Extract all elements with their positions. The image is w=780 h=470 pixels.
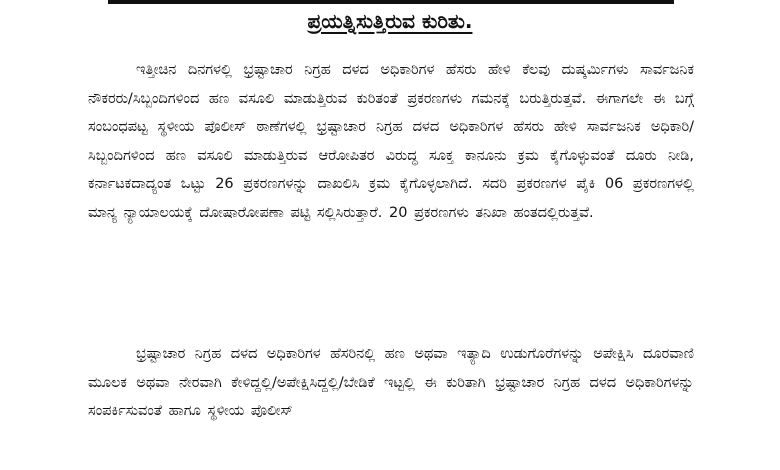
paragraph-1: ಇತ್ತೀಚಿನ ದಿನಗಳಲ್ಲಿ ಭ್ರಷ್ಟಾಚಾರ ನಿಗ್ರಹ ದಳದ ಅಧಿಕಾರಿಗಳ ಹೆಸರು ಹೇಳಿ ಕೆಲವು ದುಷ್ಕರ್ಮಿಗಳು ಸಾರ್ವಜನಿಕ ನೌಕರರು/ಸಿಬ್ಬಂದಿಗಳಿಂದ ಹಣ ವಸೂಲಿ ಮಾಡುತ್ತಿರುವ ಕುರಿತಂತೆ ಪ್ರಕರಣಗಳು ಗಮನಕ್ಕೆ ಬರುತ್ತಿರುತ್ತವೆ. ಈಗಾಗಲೇ ಈ ಬಗ್ಗೆ ಸಂಬಂಧಪಟ್ಟ ಸ್ಥಳೀಯ ಪೊಲೀಸ್ ಠಾಣೆಗಳಲ್ಲಿ ಭ್ರಷ್ಟಾಚಾರ ನಿಗ್ರಹ ದಳದ ಅಧಿಕಾರಿಗಳ ಹೆಸರು ಹೇಳಿ ಸಾರ್ವಜನಿಕ ಅಧಿಕಾರಿ/ಸಿಬ್ಬಂದಿಗಳಿಂದ ಹಣ ವಸೂಲಿ ಮಾಡುತ್ತಿರುವ ಆರೋಪಿತರ ವಿರುದ್ಧ ಸೂಕ್ತ ಕಾನೂನು ಕ್ರಮ ಕೈಗೊಳ್ಳುವಂತೆ ದೂರು ನೀಡಿ, ಕರ್ನಾಟಕದಾದ್ಯಂತ ಒಟ್ಟು 26 ಪ್ರಕರಣಗಳನ್ನು ದಾಖಲಿಸಿ ಕ್ರಮ ಕೈಗೊಳ್ಳಲಾಗಿದೆ. ಸದರಿ ಪ್ರಕರಣಗಳ ಪೈಕಿ 06 ಪ್ರಕರಣಗಳಲ್ಲಿ ಮಾನ್ಯ ನ್ಯಾಯಾಲಯಕ್ಕೆ ದೋಷಾರೋಪಣಾ ಪಟ್ಟಿ ಸಲ್ಲಿಸಿರುತ್ತಾರೆ. 20 ಪ್ರಕರಣಗಳು ತನಿಖಾ ಹಂತದಲ್ಲಿರುತ್ತವೆ. <box>88 62 694 221</box>
title-underline-fragment <box>108 0 674 4</box>
paragraph-2: ಭ್ರಷ್ಟಾಚಾರ ನಿಗ್ರಹ ದಳದ ಅಧಿಕಾರಿಗಳ ಹೆಸರಿನಲ್ಲಿ ಹಣ ಅಥವಾ ಇತ್ಯಾದಿ ಉಡುಗೊರೆಗಳನ್ನು ಅಪೇಕ್ಷಿಸಿ ದೂರವಾಣಿ ಮೂಲಕ ಅಥವಾ ನೇರವಾಗಿ ಕೇಳಿದ್ದಲ್ಲಿ/ಅಪೇಕ್ಷಿಸಿದ್ದಲ್ಲಿ/ಬೇಡಿಕೆ ಇಟ್ಟಲ್ಲಿ ಈ ಕುರಿತಾಗಿ ಭ್ರಷ್ಟಾಚಾರ ನಿಗ್ರಹ ದಳದ ಅಧಿಕಾರಿಗಳನ್ನು ಸಂಪರ್ಕಿಸುವಂತೆ ಹಾಗೂ ಸ್ಥಳೀಯ ಪೊಲೀಸ್ <box>88 346 694 420</box>
document-heading: ಪ್ರಯತ್ನಿಸುತ್ತಿರುವ ಕುರಿತು. <box>307 9 473 33</box>
